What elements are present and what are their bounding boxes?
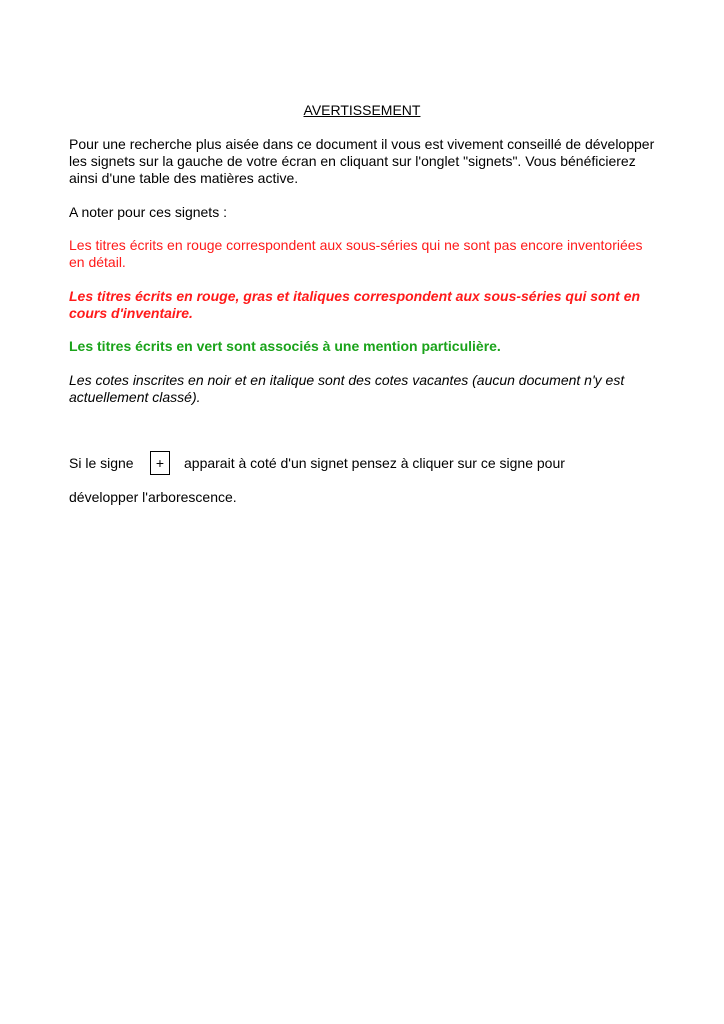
plus-sign-text-before: Si le signe — [69, 455, 134, 471]
note-heading: A noter pour ces signets : — [69, 204, 227, 220]
red-bold-italic-titles-note: Les titres écrits en rouge, gras et italiques correspondent aux sous-séries qui sont en cours d'inventaire. — [69, 288, 641, 321]
vacant-cotes-note: Les cotes inscrites en noir et en italique sont des cotes vacantes (aucun document n'y est actuellement classé). — [69, 372, 625, 405]
plus-sign-text-after: apparait à coté d'un signet pensez à cliquer sur ce signe pour — [184, 455, 565, 471]
page-title: AVERTISSEMENT — [303, 102, 421, 118]
intro-paragraph: Pour une recherche plus aisée dans ce document il vous est vivement conseillé de développer les signets sur la gauche de votre écran en cliquant sur l'onglet "signets". Vous bénéficierez ainsi d'une table des matières active. — [69, 136, 655, 186]
red-titles-note: Les titres écrits en rouge correspondent aux sous-séries qui ne sont pas encore inventoriées en détail. — [69, 237, 643, 270]
plus-sign-text-end: développer l'arborescence. — [69, 489, 237, 505]
plus-icon: + — [150, 451, 170, 475]
green-titles-note: Les titres écrits en vert sont associés à une mention particulière. — [69, 338, 501, 354]
